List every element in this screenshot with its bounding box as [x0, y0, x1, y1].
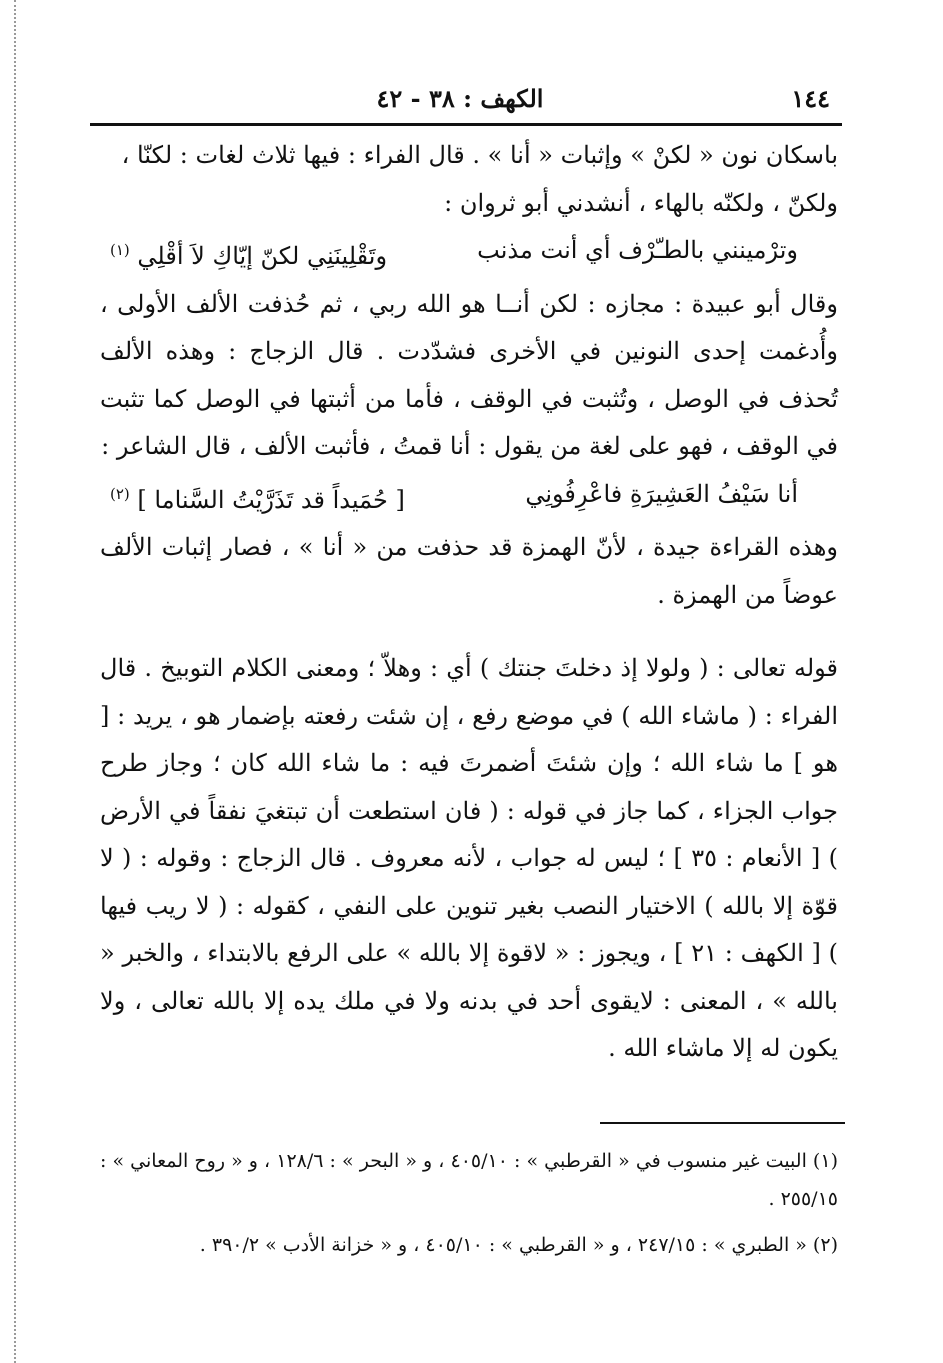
poetry-verse-2	[100, 471, 838, 525]
verse-first-hemistich: وترْمينني بالطـّرْف أي أنت مذنب	[477, 236, 798, 264]
footnote-marker: (٢)	[110, 484, 130, 503]
page-edge-dotted-line	[14, 0, 16, 1363]
text-line: ولكنّ ، ولكنّه بالهاء ، أنشدني أبو ثروان :	[444, 188, 838, 217]
verse-second-hemistich: وتَقْلِينَنِي لكنّ إيّاكِ لاَ أقْلِي $^{(١)}$	[110, 241, 388, 270]
footnote-divider	[600, 1122, 845, 1124]
page-header	[90, 78, 830, 118]
paragraph: وقال أبو عبيدة : مجازه : لكن أنــا هو الله ربي ، ثم حُذفت الألف الأولى ، وأُدغمت إحدى النونين في الأخرى فشدّدت . قال الزجاج : وهذه الألف تُحذف في الوصل ، وتُثبت في الوقف ، فأما من أثبتها في الوصل كما تثبت في الوقف ، فهو على لغة من يقول : أنا قمتُ ، فأثبت الألف ، قال الشاعر :	[100, 289, 838, 460]
poetry-verse-1	[100, 227, 838, 281]
header-divider	[90, 123, 842, 126]
verse-second-hemistich: [ حُمَيداً قد تَذَرَّيْتُ السَّناما ] $^{(٢)}$	[110, 484, 405, 514]
page-number: ١٤٤	[791, 84, 830, 113]
running-title: الكهف : ٣٨ - ٤٢	[376, 84, 544, 113]
main-text	[100, 132, 838, 1073]
footnotes	[100, 1142, 838, 1264]
paragraph-spacer	[100, 619, 838, 645]
text-line: باسكان نون « لكنْ » وإثبات « أنا » . قال الفراء : فيها ثلاث لغات : لكنّا ،	[121, 141, 838, 169]
verse-first-hemistich: أنا سَيْفُ العَشِيرَةِ فاعْرِفُونِي	[525, 479, 798, 508]
footnote-2: (٢) « الطبري » : ٢٤٧/١٥ ، و « القرطبي » : ٤٠٥/١٠ ، و « خزانة الأدب » ٣٩٠/٢ .	[199, 1234, 838, 1256]
footnote-marker: (١)	[110, 241, 130, 259]
paragraph: قوله تعالى : ( ولولا إذ دخلتَ جنتك ) أي : وهلاّ ؛ ومعنى الكلام التوبيخ . قال الفراء : ( ماشاء الله ) في موضع رفع ، إن شئت رفعته بإضمار هو ، يريد : [ هو ] ما شاء الله ؛ وإن شئتَ أضمرتَ فيه : ما شاء الله كان ؛ وجاز طرح جواب الجزاء ، كما جاز في قوله : ( فان استطعت أن تبتغيَ نفقاً في الأرض ) [ الأنعام : ٣٥ ] ؛ ليس له جواب ، لأنه معروف . قال الزجاج : وقوله : ( لا قوّة إلا بالله ) الاختيار النصب بغير تنوين على النفي ، كقوله : ( لا ريب فيها ) [ الكهف : ٢١ ] ، ويجوز : « لاقوة إلا بالله » على الرفع بالابتداء ، والخبر « بالله » ، المعنى : لايقوى أحد في بدنه ولا في ملك يده إلا بالله تعالى ، ولا يكون له إلا ماشاء الله .	[100, 654, 839, 1062]
paragraph: وهذه القراءة جيدة ، لأنّ الهمزة قد حذفت من « أنا » ، فصار إثبات الألف عوضاً من الهمزة .	[100, 533, 839, 609]
footnote-1: (١) البيت غير منسوب في « القرطبي » : ٤٠٥/١٠ ، و « البحر » : ١٢٨/٦ ، و « روح المعاني » : ٢٥٥/١٥ .	[100, 1150, 838, 1210]
